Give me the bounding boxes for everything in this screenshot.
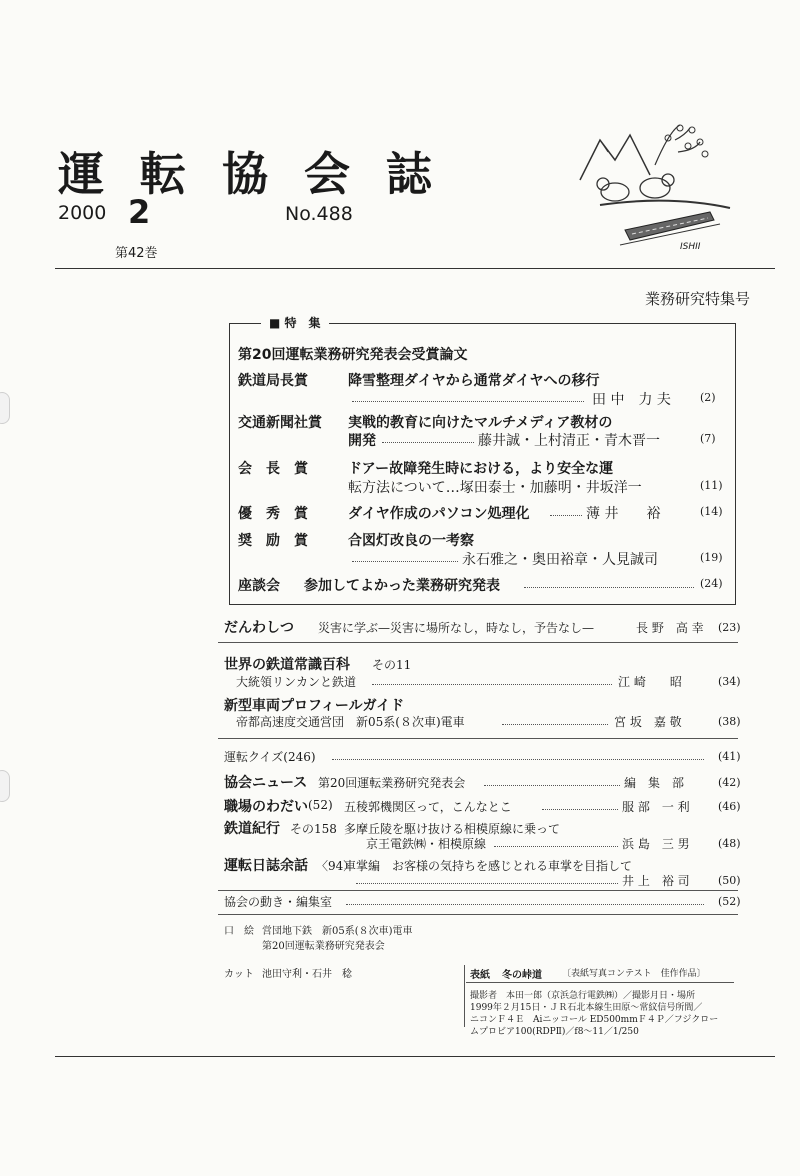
issue-number: No.488 [285, 203, 353, 225]
world-label: 世界の鉄道常識百科 [224, 657, 350, 673]
award-authors: 薄 井 裕 [586, 506, 661, 522]
danwa-title: 災害に学ぶ—災害に場所なし，時なし，予告なし— [318, 621, 595, 635]
award-authors: 田 中 力 夫 [592, 392, 671, 408]
nisshi-label: 運転日誌余話 [224, 858, 308, 874]
leader-dots [346, 904, 704, 905]
roundtable-label: 座談会 [238, 578, 280, 594]
cover-credit-line: 1999年２月15日・ＪＲ石北本線生田原～常紋信号所間／ [470, 1003, 703, 1013]
leader-dots [352, 561, 458, 562]
cut-credit: 池田守利・石井 稔 [262, 969, 352, 980]
kiko-title: 多摩丘陵を駆け抜ける相模原線に乗って [344, 822, 561, 836]
cover-note: 〔表紙写真コンテスト 佳作作品〕 [562, 969, 706, 979]
leader-dots [372, 684, 612, 685]
page-number: (11) [700, 479, 723, 492]
danwa-author: 長 野 高 幸 [636, 621, 704, 635]
binder-hole [0, 770, 10, 802]
award-title: 降雪整理ダイヤから通常ダイヤへの移行 [348, 373, 600, 389]
cover-credit-line: ムプロビア100(RDPⅡ)／f8～11／1/250 [470, 1027, 639, 1037]
leader-dots [382, 442, 474, 443]
news-title: 第20回運転業務研究発表会 [318, 776, 466, 790]
page-number: (14) [700, 505, 723, 518]
feature-header: ■ 特 集 [261, 314, 329, 331]
page-number: (7) [700, 432, 716, 445]
section-rule [218, 914, 738, 915]
page-number: (50) [718, 874, 741, 887]
page-number: (19) [700, 551, 723, 564]
cover-credit-line: 撮影者 本田一郎（京浜急行電鉄㈱）／撮影月日・場所 [470, 991, 696, 1001]
leader-dots [502, 724, 608, 725]
news-author: 編 集 部 [624, 776, 685, 790]
leader-dots [332, 759, 704, 760]
award-authors: 永石雅之・奥田裕章・人見誠司 [462, 552, 658, 568]
newcar-author: 宮 坂 嘉 敬 [614, 715, 682, 729]
world-title: 大統領リンカンと鉄道 [236, 675, 357, 689]
page-number: (46) [718, 800, 741, 813]
kuchie-line: 第20回運転業務研究発表会 [262, 941, 385, 952]
page-number: (52) [718, 895, 741, 908]
masthead-rule [55, 268, 775, 269]
world-author: 江 崎 昭 [618, 675, 682, 689]
roundtable-title: 参加してよかった業務研究発表 [304, 578, 500, 594]
leader-dots [542, 809, 618, 810]
page-number: (34) [718, 675, 741, 688]
kiko-label: 鉄道紀行 [224, 821, 280, 837]
bird-train-illustration [560, 120, 740, 260]
award-name: 奨 励 賞 [238, 533, 308, 549]
page-number: (24) [700, 577, 723, 590]
award-title-cont: 転方法について…塚田泰士・加藤明・井坂洋一 [348, 480, 642, 496]
leader-dots [484, 785, 620, 786]
newcar-label: 新型車両プロフィールガイド [224, 698, 405, 714]
page-number: (2) [700, 391, 716, 404]
award-title: 合図灯改良の一考察 [348, 533, 474, 549]
shokuba-title: 五稜郭機関区って，こんなとこ [344, 800, 512, 814]
binder-hole [0, 392, 10, 424]
issue-month: 2 [128, 193, 151, 231]
nisshi-number: 〈94〉 [316, 859, 356, 873]
award-title: 実戦的教育に向けたマルチメディア教材の [348, 415, 613, 431]
shokuba-number: (52) [308, 798, 333, 812]
danwa-label: だんわしつ [224, 620, 294, 636]
cut-label: カット [224, 969, 254, 980]
award-name: 交通新聞社賞 [238, 415, 322, 431]
feature-heading: 第20回運転業務研究発表会受賞論文 [238, 347, 468, 363]
page-number: (23) [718, 621, 741, 634]
special-issue-label: 業務研究特集号 [644, 290, 750, 308]
kiko-author: 浜 島 三 男 [622, 837, 690, 851]
kuchie-label: 口 絵 [224, 926, 254, 937]
news-label: 協会ニュース [224, 775, 308, 791]
shokuba-label: 職場のわだい [224, 799, 308, 815]
award-title: ダイヤ作成のパソコン処理化 [348, 506, 530, 522]
award-title: ドアー故障発生時における，より安全な運 [348, 461, 614, 477]
volume-number: 第42巻 [115, 246, 158, 261]
section-rule [218, 642, 738, 643]
leader-dots [524, 587, 694, 588]
page-number: (42) [718, 776, 741, 789]
cover-label: 表紙 [470, 970, 490, 981]
page-number: (38) [718, 715, 741, 728]
kuchie-line: 営団地下鉄 新05系(８次車)電車 [262, 926, 413, 937]
nisshi-title: 車掌編 お客様の気持ちを感じとれる車掌を目指して [344, 859, 633, 873]
cover-title: 冬の峠道 [502, 970, 542, 981]
cover-credit-line: ニコンＦ４Ｅ Aiニッコール ED500mmＦ４Ｐ／フジクロー [470, 1015, 719, 1025]
bottom-rule [55, 1056, 775, 1057]
leader-dots [356, 883, 618, 884]
section-rule [218, 890, 738, 891]
cover-rule [466, 982, 734, 983]
illustration-signature: ISHII [680, 242, 701, 252]
award-name: 会 長 賞 [238, 461, 308, 477]
award-name: 鉄道局長賞 [238, 373, 308, 389]
quiz-label: 運転クイズ(246) [224, 750, 316, 764]
leader-dots [494, 846, 618, 847]
magazine-title: 運 転 協 会 誌 [58, 147, 443, 201]
leader-dots [550, 515, 582, 516]
nisshi-author: 井 上 裕 司 [622, 874, 690, 888]
newcar-title: 帝都高速度交通営団 新05系(８次車)電車 [236, 715, 465, 729]
shokuba-author: 服 部 一 利 [622, 800, 690, 814]
award-authors: 藤井誠・上村清正・青木晋一 [478, 433, 660, 449]
leader-dots [352, 401, 584, 402]
world-number: その11 [372, 658, 412, 672]
kyokai-label: 協会の動き・編集室 [224, 895, 333, 909]
section-rule [218, 738, 738, 739]
award-name: 優 秀 賞 [238, 506, 308, 522]
page-number: (41) [718, 750, 741, 763]
page-number: (48) [718, 837, 741, 850]
kiko-number: その158 [290, 822, 337, 836]
issue-year: 2000 [58, 202, 107, 224]
kiko-title-cont: 京王電鉄㈱・相模原線 [366, 837, 487, 851]
award-title-cont: 開発 [348, 433, 376, 449]
